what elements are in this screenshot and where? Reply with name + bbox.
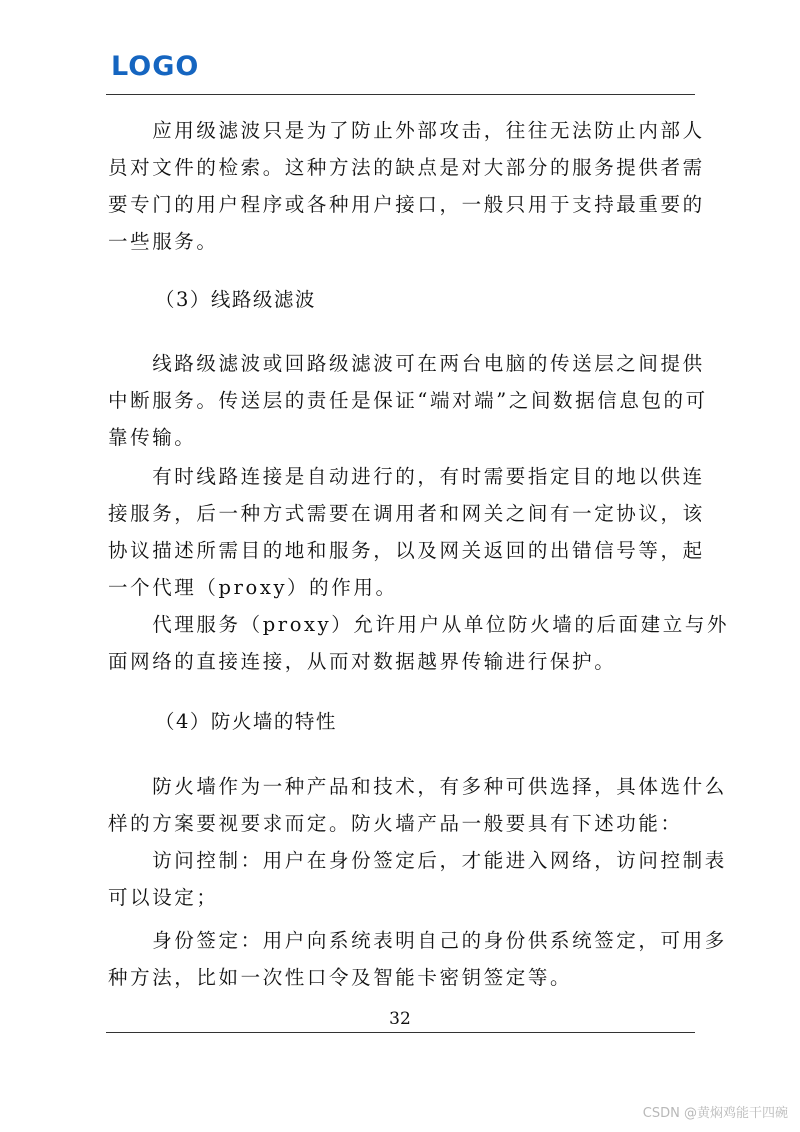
- page-number: 32: [389, 1009, 411, 1029]
- text-line: 一些服务。: [108, 230, 219, 253]
- text-line: 身份签定：用户向系统表明自己的身份供系统签定，可用多: [108, 929, 727, 952]
- text-line: 有时线路连接是自动进行的，有时需要指定目的地以供连: [108, 465, 705, 488]
- text-line: 可以设定；: [108, 886, 219, 909]
- text-line: 接服务，后一种方式需要在调用者和网关之间有一定协议，该: [108, 502, 705, 525]
- text-line: 要专门的用户程序或各种用户接口，一般只用于支持最重要的: [108, 193, 705, 216]
- section-heading-4: （4）防火墙的特性: [155, 710, 337, 733]
- text-line: 防火墙作为一种产品和技术，有多种可供选择，具体选什么: [108, 775, 727, 798]
- paragraph-circuit-connection: [108, 458, 705, 606]
- header-rule: [106, 94, 695, 95]
- text-line: 员对文件的检索。这种方法的缺点是对大部分的服务提供者需: [108, 156, 705, 179]
- text-line: 线路级滤波或回路级滤波可在两台电脑的传送层之间提供: [108, 352, 705, 375]
- paragraph-proxy-service: [108, 606, 730, 680]
- text-line: 样的方案要视要求而定。防火墙产品一般要具有下述功能：: [108, 812, 683, 835]
- text-line: 一个代理（proxy）的作用。: [108, 576, 398, 599]
- watermark: CSDN @黄焖鸡能干四碗: [642, 1106, 788, 1121]
- text-line: 应用级滤波只是为了防止外部攻击，往往无法防止内部人: [108, 119, 705, 142]
- paragraph-application-filter: [108, 112, 705, 260]
- section-heading-3: （3）线路级滤波: [155, 288, 316, 311]
- text-line: 中断服务。传送层的责任是保证“端对端”之间数据信息包的可: [108, 389, 708, 412]
- footer-rule: [106, 1032, 695, 1033]
- text-line: 协议描述所需目的地和服务，以及网关返回的出错信号等，起: [108, 539, 705, 562]
- text-line: 面网络的直接连接，从而对数据越界传输进行保护。: [108, 650, 617, 673]
- text-line: 种方法，比如一次性口令及智能卡密钥签定等。: [108, 966, 573, 989]
- paragraph-identity-verification: [108, 922, 727, 996]
- text-line: 访问控制：用户在身份签定后，才能进入网络，访问控制表: [108, 849, 727, 872]
- text-line: 代理服务（proxy）允许用户从单位防火墙的后面建立与外: [108, 613, 730, 636]
- text-line: 靠传输。: [108, 426, 197, 449]
- paragraph-circuit-filter: [108, 345, 708, 456]
- paragraph-access-control: [108, 842, 727, 916]
- logo: LOGO: [111, 51, 200, 82]
- paragraph-firewall-features: [108, 768, 727, 842]
